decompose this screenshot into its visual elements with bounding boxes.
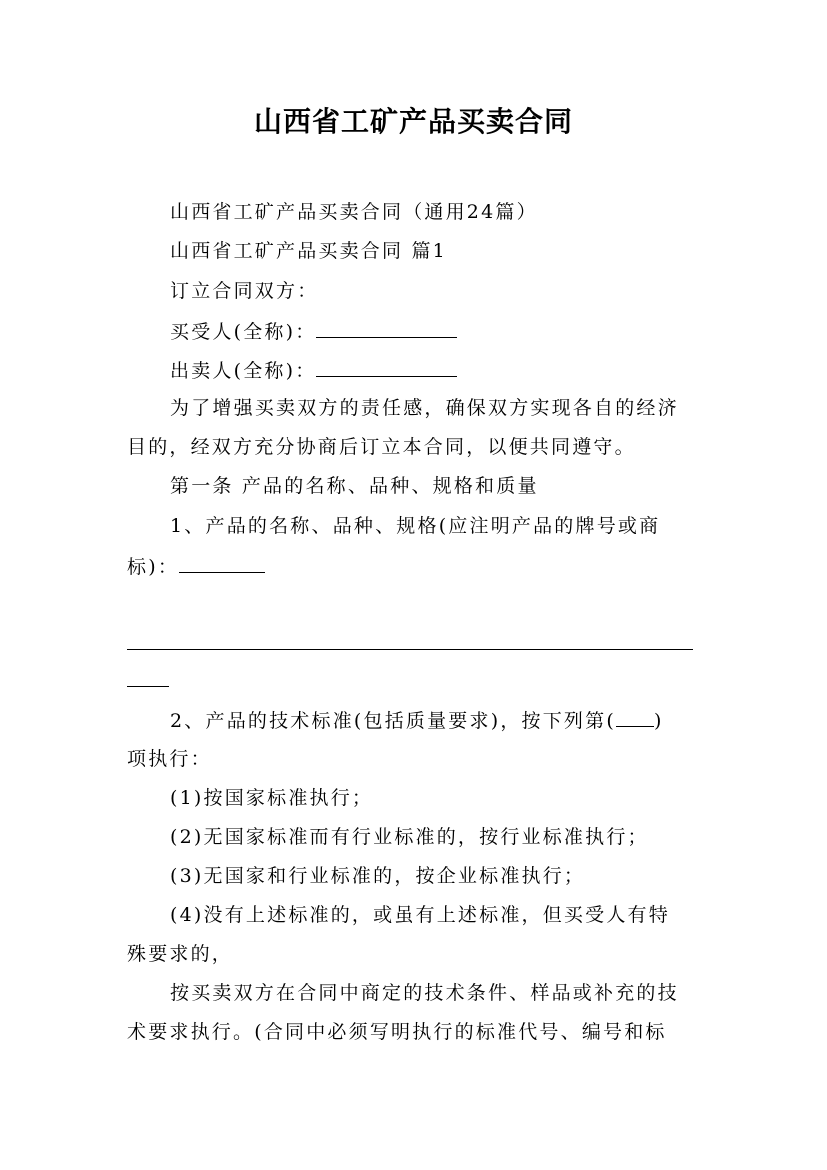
- option-3: (3)无国家和行业标准的，按企业标准执行；: [170, 865, 586, 887]
- option-number-blank[interactable]: [616, 706, 654, 727]
- purpose-paragraph-line1: 为了增强买卖双方的责任感，确保双方实现各自的经济: [170, 397, 679, 419]
- clause-2-line1: [170, 706, 664, 734]
- option-4-line1: (4)没有上述标准的，或虽有上述标准，但买受人有特: [170, 904, 670, 926]
- document-title: 山西省工矿产品买卖合同: [253, 105, 573, 138]
- article-one-heading: 第一条 产品的名称、品种、规格和质量: [170, 475, 539, 497]
- product-fill-rule[interactable]: [127, 649, 693, 650]
- clause-1-label: 标)：: [127, 556, 180, 578]
- option-1: (1)按国家标准执行；: [170, 787, 374, 809]
- seller-line: [170, 356, 457, 384]
- product-fill-rule-short[interactable]: [127, 686, 169, 687]
- clause-1-line1: 1、产品的名称、品种、规格(应注明产品的牌号或商: [170, 515, 661, 537]
- section-heading: 山西省工矿产品买卖合同 篇1: [170, 240, 447, 262]
- clause-2-line2: 项执行：: [127, 748, 212, 770]
- clause-2-text: 2、产品的技术标准(包括质量要求)，按下列第(: [170, 710, 616, 732]
- parties-heading: 订立合同双方：: [170, 280, 319, 302]
- seller-name-blank[interactable]: [316, 356, 457, 377]
- clause-1-line2: [127, 552, 265, 580]
- clause-2-paren: ): [653, 710, 664, 732]
- subtitle-line: 山西省工矿产品买卖合同（通用24篇）: [170, 201, 538, 223]
- technical-terms-line1: 按买卖双方在合同中商定的技术条件、样品或补充的技: [170, 982, 679, 1004]
- buyer-name-blank[interactable]: [316, 317, 457, 338]
- option-4-line2: 殊要求的，: [127, 943, 234, 965]
- technical-terms-line2: 术要求执行。(合同中必须写明执行的标准代号、编号和标: [127, 1021, 667, 1043]
- buyer-label: 买受人(全称)：: [170, 321, 317, 343]
- purpose-paragraph-line2: 目的，经双方充分协商后订立本合同，以便共同遵守。: [127, 436, 636, 458]
- seller-label: 出卖人(全称)：: [170, 360, 317, 382]
- product-name-blank[interactable]: [179, 552, 265, 573]
- option-2: (2)无国家标准而有行业标准的，按行业标准执行；: [170, 826, 649, 848]
- buyer-line: [170, 317, 457, 345]
